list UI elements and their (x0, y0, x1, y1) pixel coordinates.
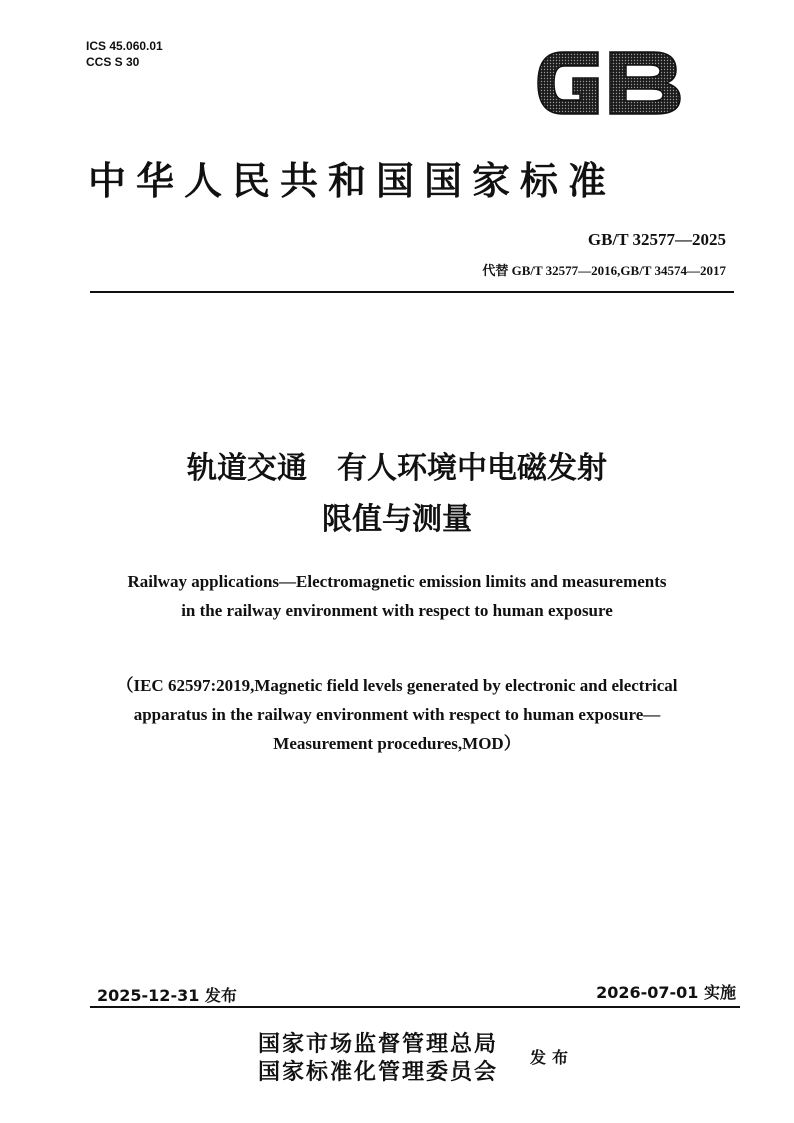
issue-date: 2025-12-31 发布 (97, 986, 237, 1005)
replaces-standards: 代替 GB/T 32577—2016,GB/T 34574—2017 (482, 263, 726, 278)
standard-number: GB/T 32577—2025 (587, 230, 726, 249)
ics-code: ICS 45.060.01 (86, 39, 163, 53)
ccs-code: CCS S 30 (86, 55, 140, 69)
gb-logo-icon (528, 38, 688, 128)
equivalence-line3: Measurement procedures,MOD） (273, 734, 521, 753)
publish-label: 发布 (530, 1048, 575, 1067)
equivalence-line2: apparatus in the railway environment with respect to human exposure— (133, 705, 661, 724)
header-divider (90, 291, 734, 293)
issuer-sac: 国家标准化管理委员会 (258, 1059, 499, 1085)
title-cn-line2: 限值与测量 (322, 502, 472, 537)
standard-type-title: 中华人民共和国国家标准 (88, 159, 617, 203)
equivalence-line1: （IEC 62597:2019,Magnetic field levels generated by electronic and electrical (116, 676, 678, 695)
title-en-line2: in the railway environment with respect to human exposure (181, 601, 613, 620)
implement-date: 2026-07-01 实施 (596, 983, 736, 1002)
title-en-line1: Railway applications—Electromagnetic emission limits and measurements (127, 572, 667, 591)
title-cn-line1: 轨道交通 有人环境中电磁发射 (187, 451, 607, 486)
issuing-authorities (258, 1030, 498, 1086)
footer-divider (90, 1006, 740, 1008)
classification-codes (86, 38, 163, 70)
issuer-samr: 国家市场监督管理总局 (258, 1031, 499, 1057)
